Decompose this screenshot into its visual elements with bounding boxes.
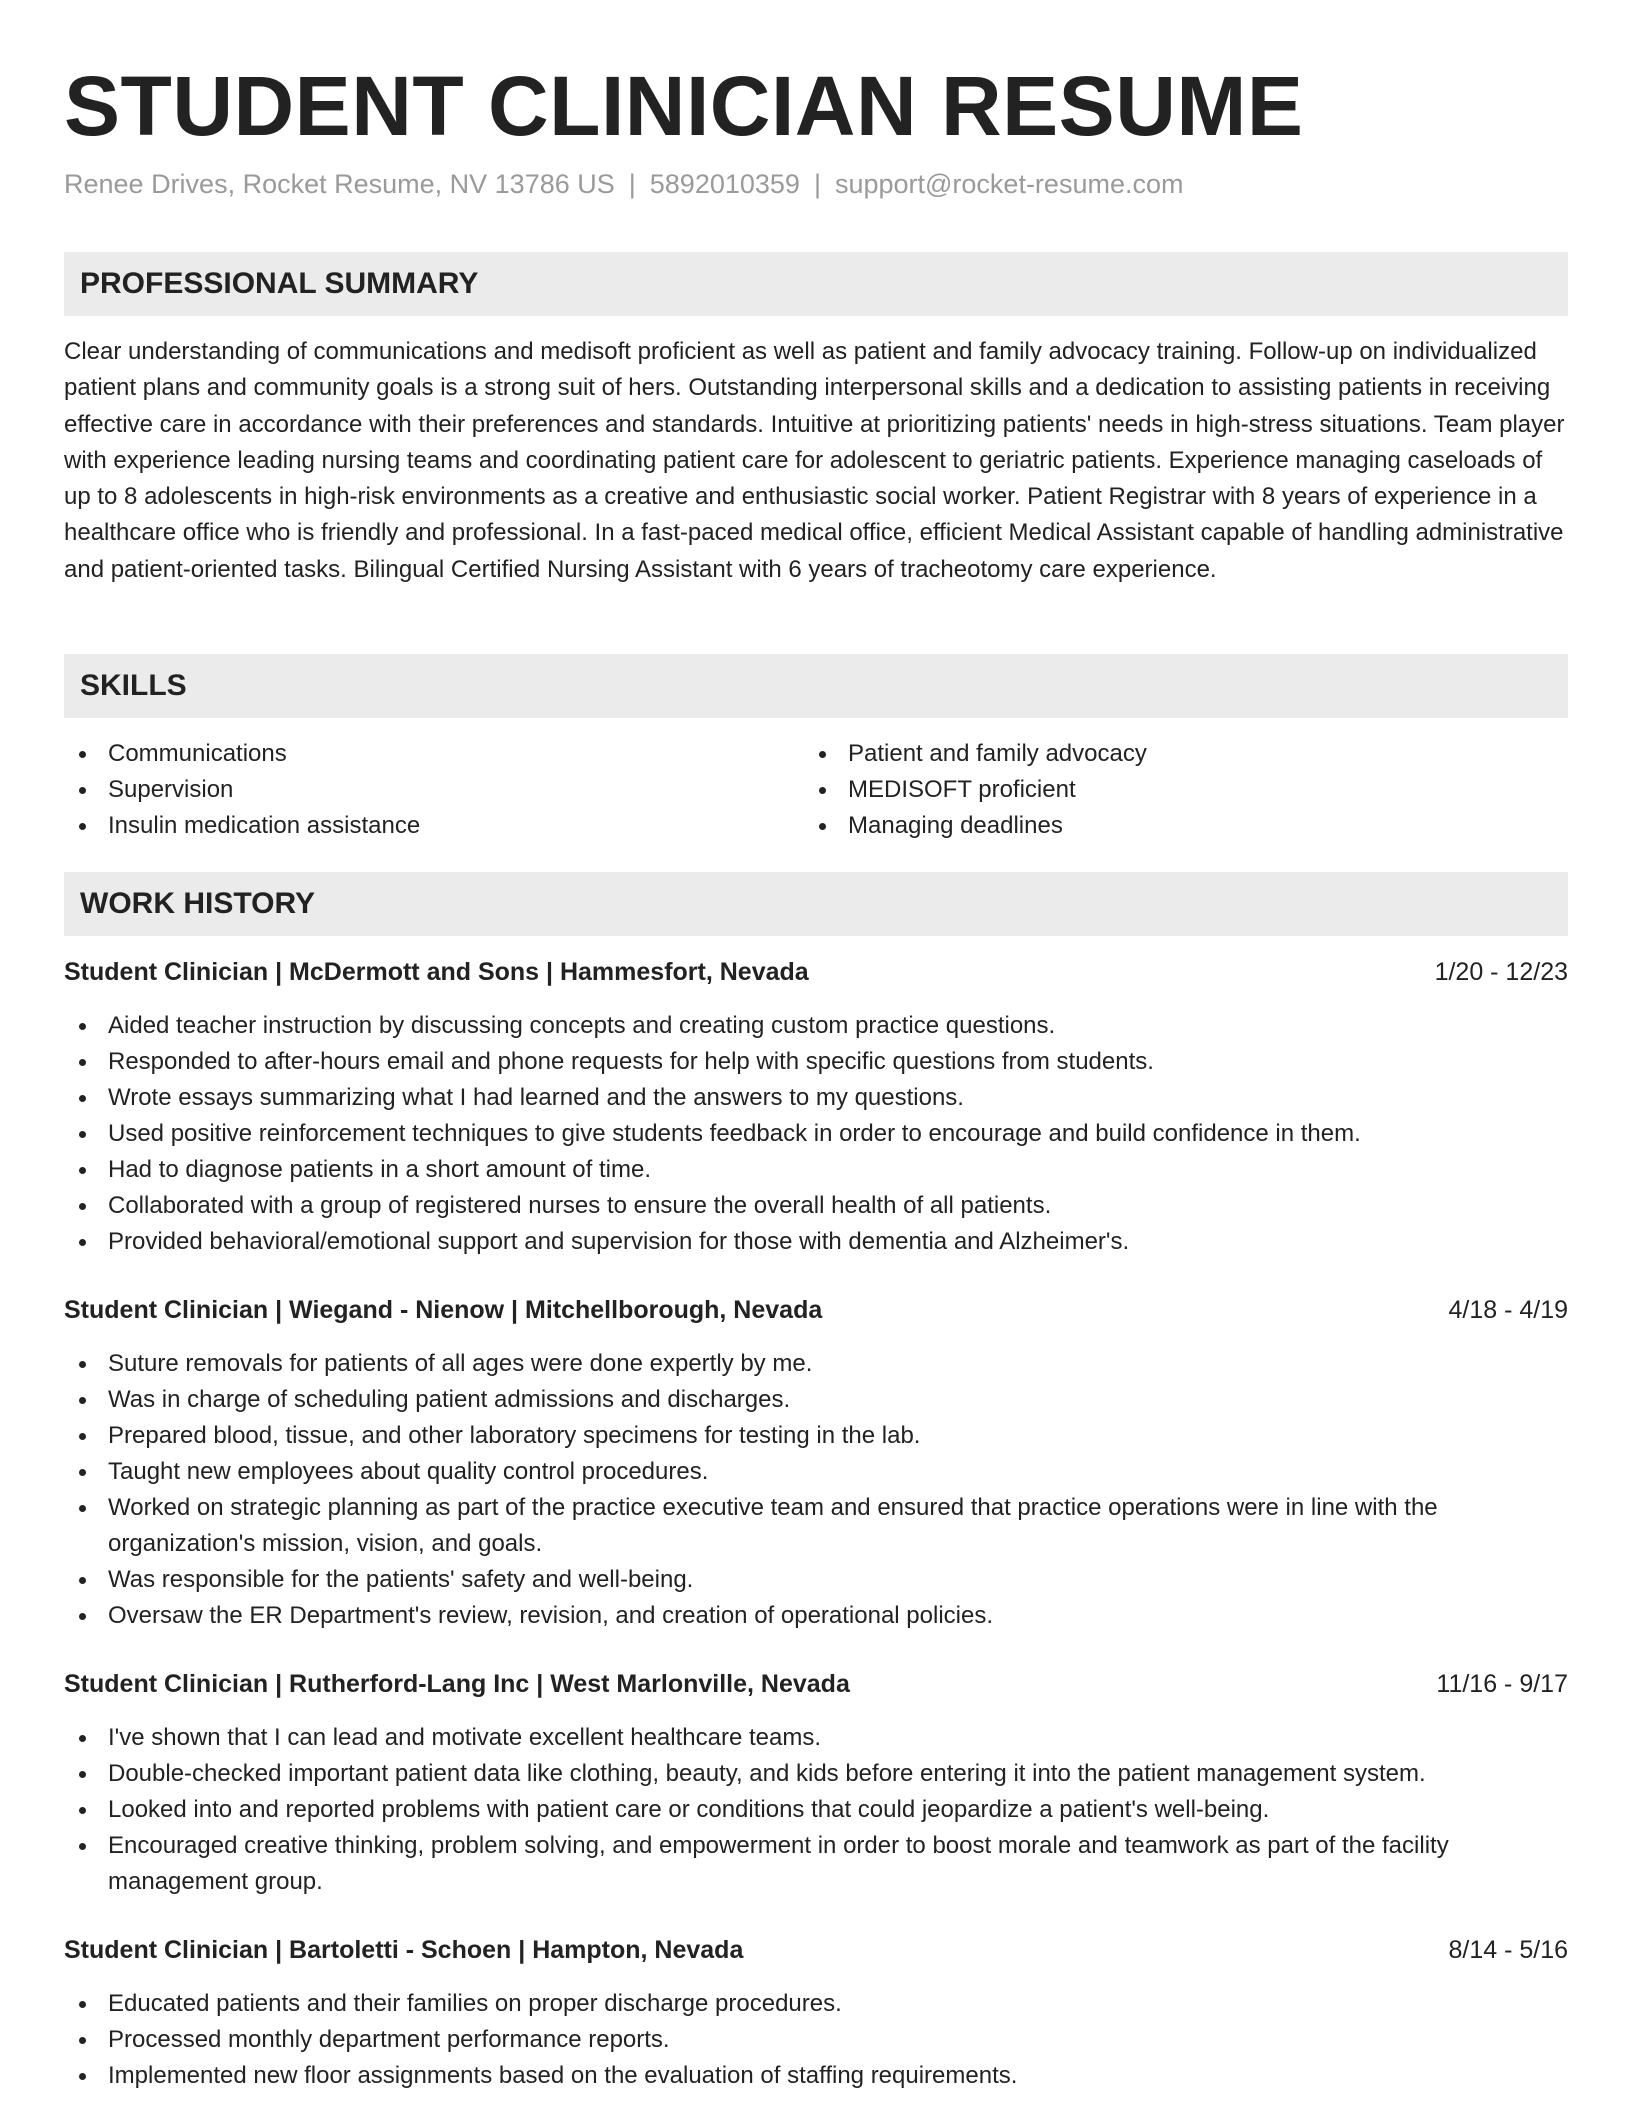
- contact-line: [64, 166, 1183, 202]
- job-entry: [64, 954, 1568, 1260]
- job-bullet: Suture removals for patients of all ages were done expertly by me.: [64, 1346, 1568, 1382]
- job-bullet: Taught new employees about quality control procedures.: [64, 1454, 1568, 1490]
- resume-title: STUDENT CLINICIAN RESUME: [64, 59, 1304, 153]
- job-bullet: Used positive reinforcement techniques to give students feedback in order to encourage and build confidence in them.: [64, 1116, 1568, 1152]
- job-bullet: Prepared blood, tissue, and other laboratory specimens for testing in the lab.: [64, 1418, 1568, 1454]
- job-header: [64, 1292, 1568, 1328]
- contact-address: Renee Drives, Rocket Resume, NV 13786 US: [64, 169, 615, 199]
- contact-phone: 5892010359: [649, 169, 800, 199]
- job-bullets: [64, 1008, 1568, 1260]
- skills-heading: SKILLS: [80, 669, 187, 702]
- job-entry: [64, 1292, 1568, 1634]
- summary-section-header: [64, 252, 1568, 316]
- job-bullet: Encouraged creative thinking, problem solving, and empowerment in order to boost morale and teamwork as part of the facility management group.: [64, 1828, 1568, 1900]
- job-title: Student Clinician | Wiegand - Nienow | Mitchellborough, Nevada: [64, 1296, 823, 1324]
- job-bullet: Educated patients and their families on proper discharge procedures.: [64, 1986, 1568, 2022]
- job-header: [64, 1666, 1568, 1702]
- contact-separator: |: [628, 169, 636, 199]
- job-bullet: Was in charge of scheduling patient admissions and discharges.: [64, 1382, 1568, 1418]
- job-entry: [64, 1932, 1568, 2094]
- job-title: Student Clinician | Bartoletti - Schoen | Hampton, Nevada: [64, 1936, 744, 1964]
- skill-item: Supervision: [64, 772, 804, 808]
- job-bullet: Implemented new floor assignments based on the evaluation of staffing requirements.: [64, 2058, 1568, 2094]
- job-bullet: Double-checked important patient data like clothing, beauty, and kids before entering it into the patient management system.: [64, 1756, 1568, 1792]
- job-title: Student Clinician | McDermott and Sons | Hammesfort, Nevada: [64, 958, 809, 986]
- skills-list-right: [804, 736, 1568, 844]
- job-bullet: Looked into and reported problems with patient care or conditions that could jeopardize a patient's well-being.: [64, 1792, 1568, 1828]
- skill-item: Insulin medication assistance: [64, 808, 804, 844]
- job-bullet: Wrote essays summarizing what I had learned and the answers to my questions.: [64, 1080, 1568, 1116]
- job-bullet: Had to diagnose patients in a short amount of time.: [64, 1152, 1568, 1188]
- job-dates: 4/18 - 4/19: [1448, 1296, 1568, 1324]
- skills-list-left: [64, 736, 804, 844]
- job-title: Student Clinician | Rutherford-Lang Inc | West Marlonville, Nevada: [64, 1670, 850, 1698]
- job-bullets: [64, 1986, 1568, 2094]
- job-bullet: I've shown that I can lead and motivate excellent healthcare teams.: [64, 1720, 1568, 1756]
- job-header: [64, 1932, 1568, 1968]
- job-bullets: [64, 1346, 1568, 1634]
- job-entry: [64, 1666, 1568, 1900]
- summary-heading: PROFESSIONAL SUMMARY: [80, 267, 479, 300]
- job-bullet: Collaborated with a group of registered nurses to ensure the overall health of all patients.: [64, 1188, 1568, 1224]
- skill-item: Managing deadlines: [804, 808, 1568, 844]
- job-dates: 11/16 - 9/17: [1436, 1670, 1568, 1698]
- job-bullet: Aided teacher instruction by discussing concepts and creating custom practice questions.: [64, 1008, 1568, 1044]
- job-bullet: Processed monthly department performance reports.: [64, 2022, 1568, 2058]
- work-section-header: [64, 872, 1568, 936]
- job-bullet: Provided behavioral/emotional support and supervision for those with dementia and Alzheimer's.: [64, 1224, 1568, 1260]
- work-heading: WORK HISTORY: [80, 887, 316, 920]
- job-bullet: Responded to after-hours email and phone requests for help with specific questions from students.: [64, 1044, 1568, 1080]
- job-header: [64, 954, 1568, 990]
- summary-text: Clear understanding of communications and medisoft proficient as well as patient and family advocacy training. Follow-up on individualized patient plans and community goals is a strong suit of hers. Outstanding interpersonal skills and a dedication to assisting patients in receiving effective care in accordance with their preferences and standards. Intuitive at prioritizing patients' needs in high-stress situations. Team player with experience leading nursing teams and coordinating patient care for adolescent to geriatric patients. Experience managing caseloads of up to 8 adolescents in high-risk environments as a creative and enthusiastic social worker. Patient Registrar with 8 years of experience in a healthcare office who is friendly and professional. In a fast-paced medical office, efficient Medical Assistant capable of handling administrative and patient-oriented tasks. Bilingual Certified Nursing Assistant with 6 years of tracheotomy care experience.: [64, 338, 1565, 583]
- job-dates: 1/20 - 12/23: [1434, 958, 1568, 986]
- skills-section-header: [64, 654, 1568, 718]
- job-bullets: [64, 1720, 1568, 1900]
- contact-separator: |: [813, 169, 821, 199]
- job-dates: 8/14 - 5/16: [1448, 1936, 1568, 1964]
- contact-email: support@rocket-resume.com: [834, 169, 1184, 199]
- skill-item: Patient and family advocacy: [804, 736, 1568, 772]
- job-bullet: Was responsible for the patients' safety and well-being.: [64, 1562, 1568, 1598]
- skill-item: MEDISOFT proficient: [804, 772, 1568, 808]
- job-bullet: Worked on strategic planning as part of the practice executive team and ensured that practice operations were in line with the organization's mission, vision, and goals.: [64, 1490, 1568, 1562]
- skill-item: Communications: [64, 736, 804, 772]
- job-bullet: Oversaw the ER Department's review, revision, and creation of operational policies.: [64, 1598, 1568, 1634]
